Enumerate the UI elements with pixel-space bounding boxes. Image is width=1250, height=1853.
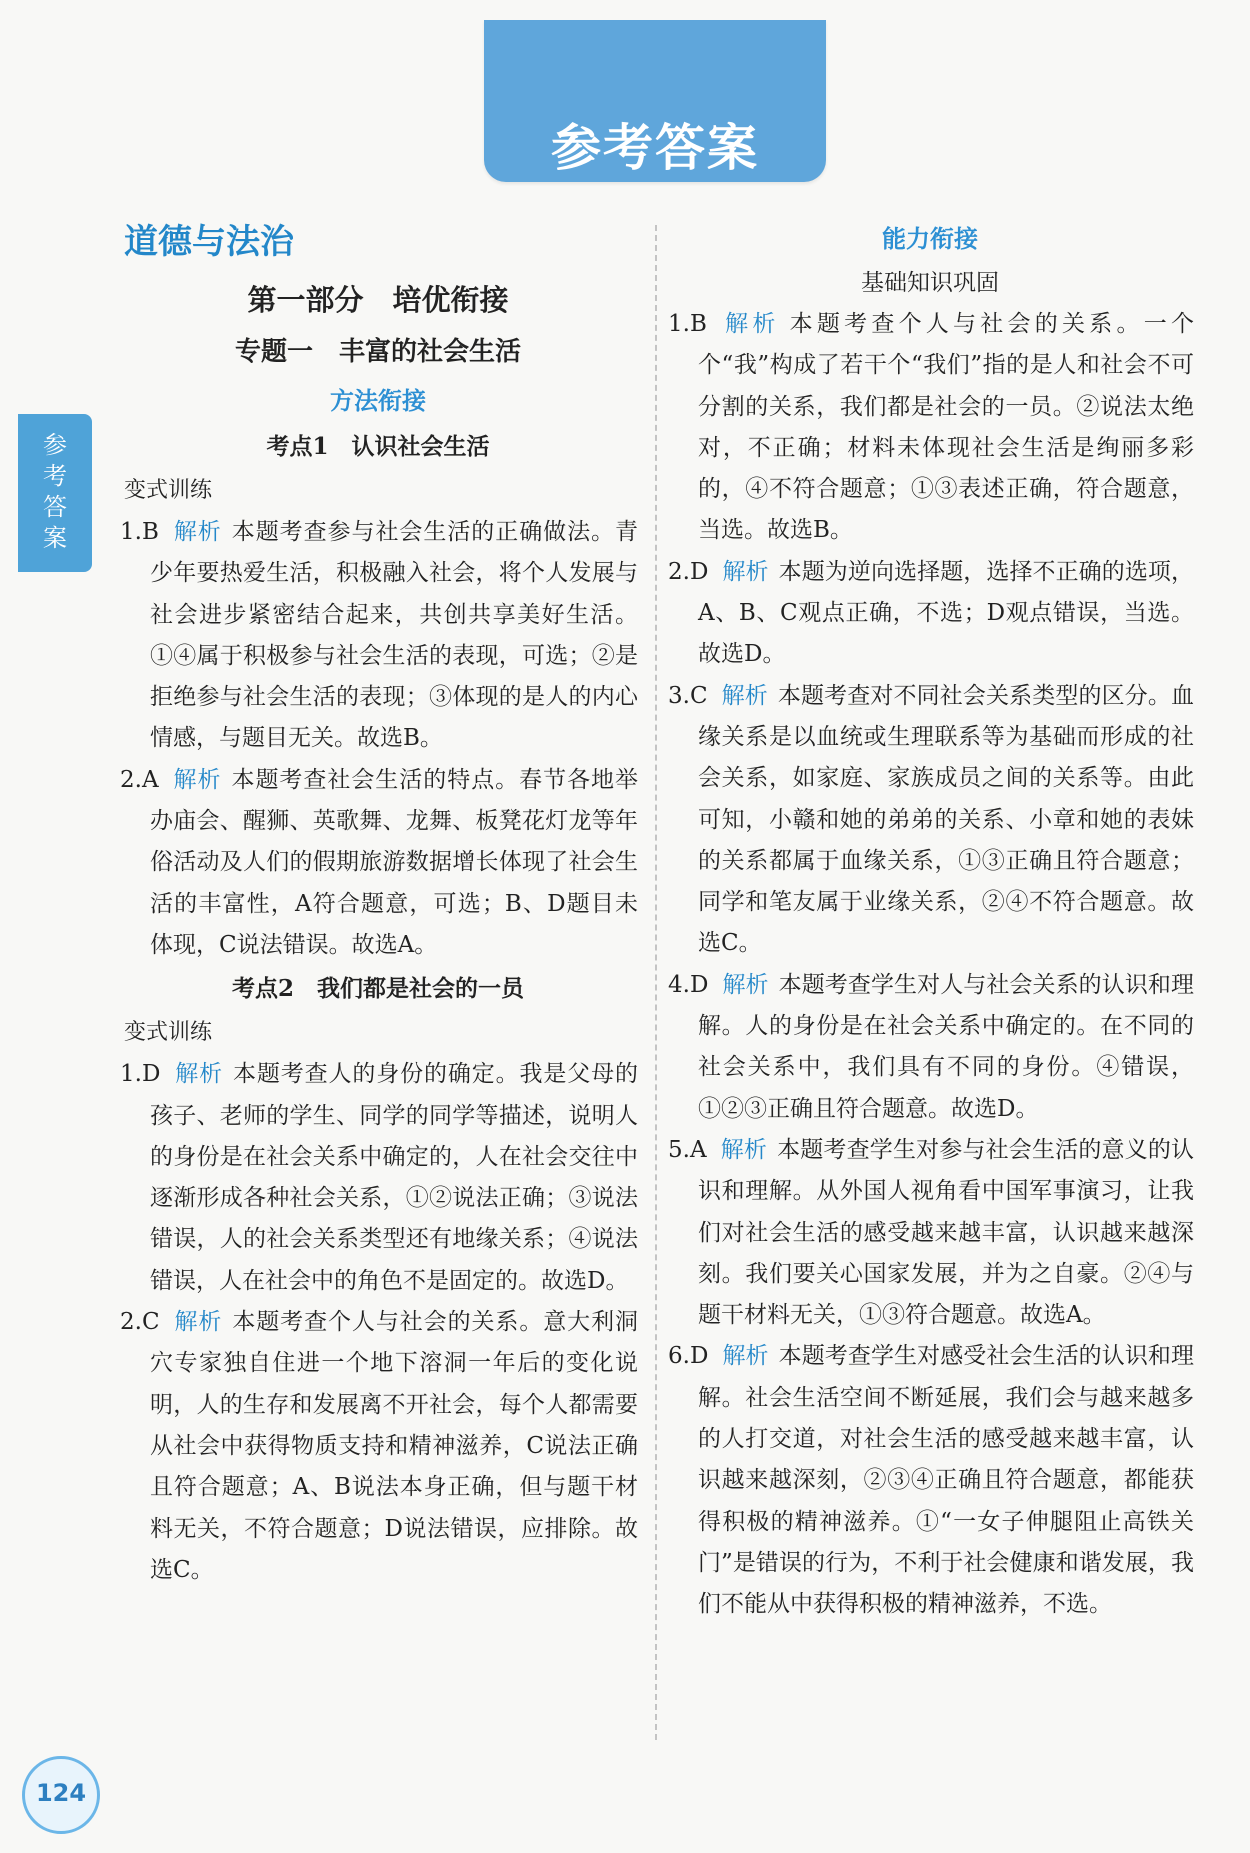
topic-title: 专题一 丰富的社会生活 bbox=[234, 337, 521, 367]
page-number-badge bbox=[22, 1756, 100, 1834]
answer-text: 本题为逆向选择题，选择不正确的选项，A、B、C观点正确，不选；D观点错误，当选。故选D。 bbox=[698, 558, 1195, 668]
analysis-label: 解析 bbox=[172, 519, 222, 545]
point-title: 考点2 我们都是社会的一员 bbox=[231, 975, 524, 1003]
answer-item bbox=[666, 552, 1194, 676]
answer-text: 本题考查人的身份的确定。我是父母的孩子、老师的学生、同学的同学等描述，说明人的身份是在社会关系中确定的，人在社会交往中逐渐形成各种社会关系，①②说法正确；③说法错误，人的社会关系类型还有地缘关系；④说法错误，人在社会中的角色不是固定的。故选D。 bbox=[150, 1061, 639, 1294]
answer-item bbox=[118, 512, 638, 760]
analysis-label: 解析 bbox=[720, 1136, 768, 1163]
answer-text: 本题考查个人与社会的关系。一个个“我”构成了若干个“我们”指的是人和社会不可分割的关系，我们都是社会的一员。②说法太绝对，不正确；材料未体现社会生活是绚丽多彩的，④不符合题意；①③表述正确，符合题意，当选。故选B。 bbox=[698, 311, 1195, 544]
answer-text: 本题考查对不同社会关系类型的区分。血缘关系是以血统或生理联系等为基础而形成的社会关系，如家庭、家族成员之间的关系等。由此可知，小赣和她的弟弟的关系、小章和她的表妹的关系都属于血缘关系，①③正确且符合题意；同学和笔友属于业缘关系，②④不符合题意。故选C。 bbox=[698, 682, 1195, 957]
analysis-label: 解析 bbox=[722, 1343, 769, 1370]
answer-item bbox=[118, 760, 638, 966]
answer-text: 本题考查学生对人与社会关系的认识和理解。人的身份是在社会关系中确定的。在不同的社会关系中，我们具有不同的身份。④错误，①②③正确且符合题意。故选D。 bbox=[698, 971, 1195, 1122]
sub-label: 基础知识巩固 bbox=[861, 270, 999, 296]
answer-text: 本题考查个人与社会的关系。意大利洞穴专家独自住进一个地下溶洞一年后的变化说明，人的生存和发展离不开社会，每个人都需要从社会中获得物质支持和精神滋养，C说法正确且符合题意；A、B说法本身正确，但与题干材料无关，不符合题意；D说法错误，应排除。故选C。 bbox=[150, 1309, 639, 1583]
answer-item bbox=[666, 1130, 1194, 1336]
answer-number: 4.D bbox=[668, 971, 709, 998]
answer-text: 本题考查学生对参与社会生活的意义的认识和理解。从外国人视角看中国军事演习，让我们对社会生活的感受越来越丰富，认识越来越深刻。我们要关心国家发展，并为之自豪。②④与题干材料无关，①③符合题意。故选A。 bbox=[698, 1136, 1194, 1329]
answer-text: 本题考查学生对感受社会生活的认识和理解。社会生活空间不断延展，我们会与越来越多的人打交道，对社会生活的感受越来越丰富，认识越来越深刻，②③④正确且符合题意，都能获得积极的精神滋养。①“一女子伸腿阻止高铁关门”是错误的行为，不利于社会健康和谐发展，我们不能从中获得积极的精神滋养，不选。 bbox=[698, 1343, 1195, 1618]
answer-number: 1.B bbox=[120, 519, 159, 545]
answer-item bbox=[118, 1054, 638, 1302]
page-number: 124 bbox=[35, 1779, 87, 1807]
analysis-label: 解析 bbox=[172, 766, 222, 793]
answer-item bbox=[118, 1302, 638, 1591]
answer-number: 3.C bbox=[668, 682, 708, 709]
analysis-label: 解析 bbox=[174, 1061, 224, 1088]
analysis-label: 解析 bbox=[173, 1309, 223, 1336]
section-title-ability: 能力衔接 bbox=[882, 225, 978, 253]
analysis-label: 解析 bbox=[721, 682, 768, 709]
side-tab-label: 参考答案 bbox=[43, 431, 67, 552]
analysis-label: 解析 bbox=[722, 971, 769, 998]
sub-label: 变式训练 bbox=[124, 478, 213, 503]
left-column bbox=[118, 216, 638, 1591]
answer-number: 1.B bbox=[668, 311, 707, 337]
answer-item bbox=[666, 676, 1194, 965]
analysis-label: 解析 bbox=[720, 311, 780, 337]
answer-number: 5.A bbox=[668, 1136, 707, 1163]
answer-number: 6.D bbox=[668, 1343, 709, 1370]
answer-number: 2.D bbox=[668, 558, 709, 585]
sub-label: 变式训练 bbox=[124, 1020, 213, 1046]
banner-title: 参考答案 bbox=[551, 119, 759, 177]
analysis-label: 解析 bbox=[722, 558, 769, 585]
answer-number: 2.A bbox=[120, 766, 159, 793]
column-divider bbox=[655, 225, 657, 1740]
answer-text: 本题考查参与社会生活的正确做法。青少年要热爱生活，积极融入社会，将个人发展与社会进步紧密结合起来，共创共享美好生活。①④属于积极参与社会生活的表现，可选；②是拒绝参与社会生活的表现；③体现的是人的内心情感，与题目无关。故选B。 bbox=[150, 519, 639, 752]
answer-item bbox=[666, 304, 1194, 552]
answer-text: 本题考查社会生活的特点。春节各地举办庙会、醒狮、英歌舞、龙舞、板凳花灯龙等年俗活动及人们的假期旅游数据增长体现了社会生活的丰富性，A符合题意，可选；B、D题目未体现，C说法错误。故选A。 bbox=[150, 766, 639, 958]
right-column bbox=[666, 216, 1194, 1626]
answer-number: 2.C bbox=[120, 1309, 160, 1336]
part-title: 第一部分 培优衔接 bbox=[247, 283, 509, 317]
answer-number: 1.D bbox=[120, 1061, 161, 1088]
section-title-method: 方法衔接 bbox=[330, 387, 426, 415]
answer-item bbox=[666, 1336, 1194, 1625]
side-tab bbox=[18, 414, 92, 572]
answer-item bbox=[666, 965, 1194, 1130]
point-title: 考点1 认识社会生活 bbox=[266, 433, 490, 460]
subject-title: 道德与法治 bbox=[124, 222, 294, 262]
answer-banner bbox=[484, 20, 826, 182]
